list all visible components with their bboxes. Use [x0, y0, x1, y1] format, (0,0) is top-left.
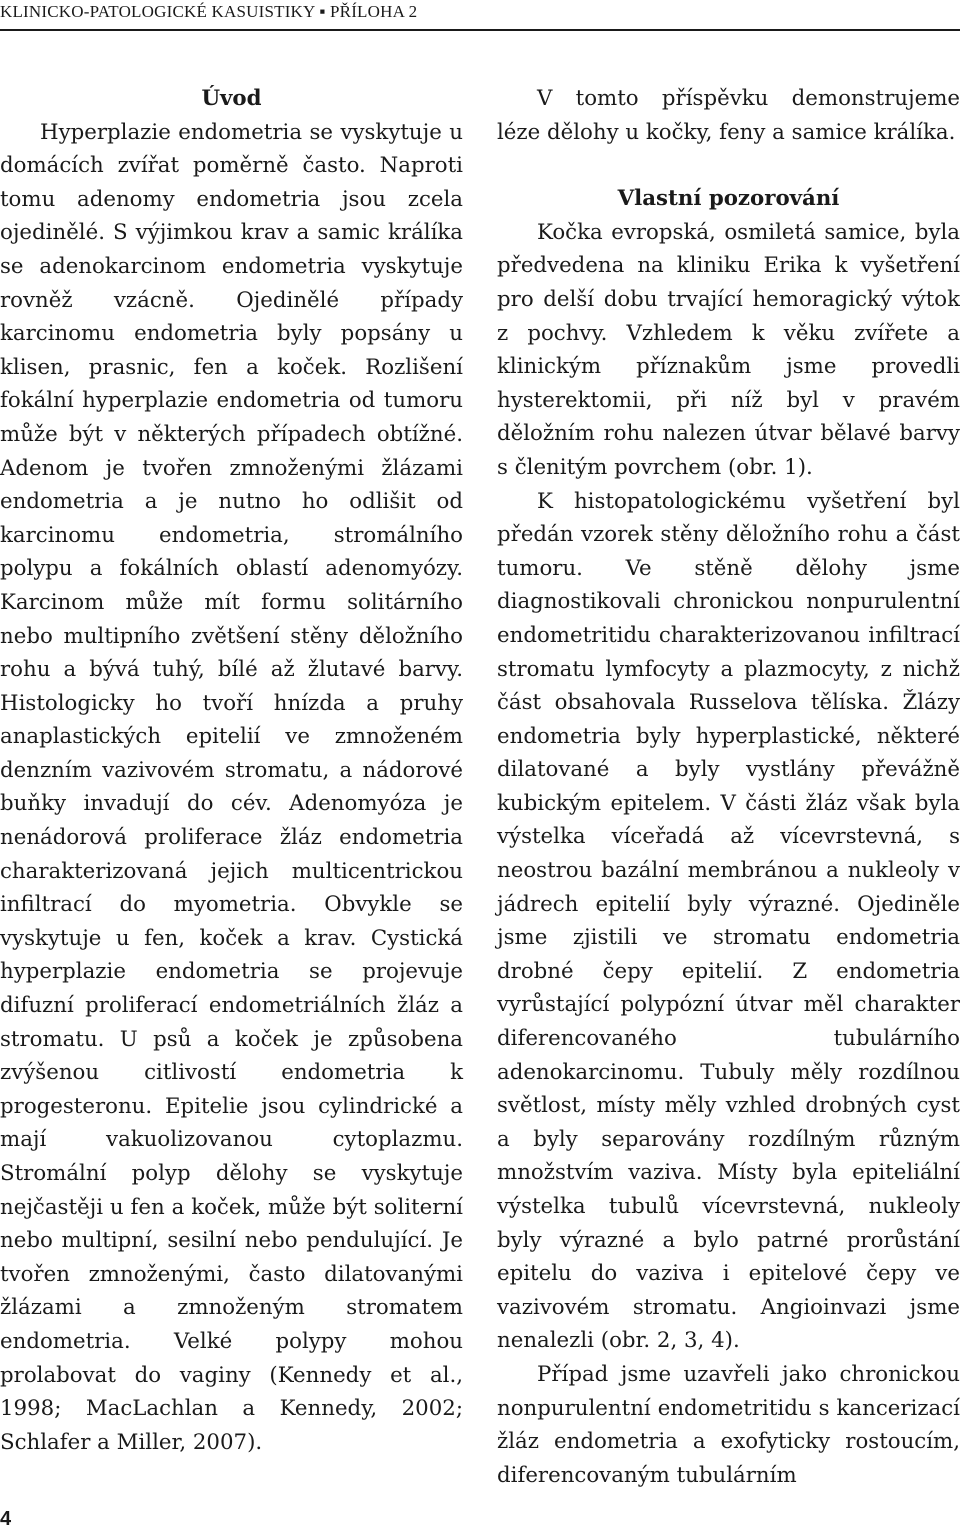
header-rule [0, 29, 960, 31]
section-gap [497, 149, 960, 182]
left-column [0, 82, 463, 1459]
right-column [497, 82, 960, 1492]
running-header: KLINICKO-PATOLOGICKÉ KASUISTIKY ▪ PŘÍLOHA 2 [0, 2, 418, 21]
case-paragraph-1: Kočka evropská, osmiletá samice, byla předvedena na kliniku Erika k vyšetření pro delší dobu trvající hemoragický výtok z pochvy. Vzhledem k věku zvířete a klinickým příznakům jsme provedli hysterektomii, při níž byl v pravém děložním rohu nalezen útvar bělavé barvy s členitým povrchem (obr. 1). [497, 219, 960, 480]
page-number: 4 [0, 1508, 12, 1530]
case-paragraph-3: Případ jsme uzavřeli jako chronickou nonpurulentní endometritidu s kancerizací žláz endometria a exofyticky rostoucím, diferencovaným tubulárním [497, 1361, 960, 1488]
section-heading-uvod: Úvod [201, 86, 262, 111]
section-heading-vlastni-pozorovani: Vlastní pozorování [617, 186, 840, 212]
case-paragraph-2: K histopatologickému vyšetření byl předán vzorek stěny děložního rohu a část tumoru. Ve stěně dělohy jsme diagnostikovali chronickou nonpurulentní endometritidu charakterizovanou infiltrací stromatu lymfocyty a plazmocyty, z nichž část obsahovala Russelova tělíska. Žlázy endometria byly hyperplastické, některé dilatované a byly vystlány převážně kubickým epitelem. V části žláz však byla výstelka víceřadá až vícevrstevná, s neostrou bazální membránou a nukleoly v jádrech epitelií byly výrazné. Ojediněle jsme zjistili ve stromatu endometria drobné čepy epitelií. Z endometria vyrůstající polypózní útvar měl charakter diferencovaného tubulárního adenokarcinomu. Tubuly měly rozdílnou světlost, místy měly vzhled drobných cyst a byly separovány rozdílným různým množstvím vaziva. Místy byla epiteliální výstelka tubulů vícevrstevná, nukleoly byly výrazné a bylo patrné prorůstání epitelu do vaziva i epitelové čepy ve vazivovém stromatu. Angioinvazi jsme nenalezli (obr. 2, 3, 4). [497, 488, 960, 1354]
intro-paragraph: Hyperplazie endometria se vyskytuje u domácích zvířat poměrně často. Naproti tomu adenomy endometria jsou zcela ojedinělé. S výjimkou krav a samic králíka se adenokarcinom endometria vyskytuje rovněž vzácně. Ojedinělé případy karcinomu endometria byly popsány u klisen, prasnic, fen a koček. Rozlišení fokální hyperplazie endometria od tumoru může být v některých případech obtížné. Adenom je tvořen zmnoženými žlázami endometria a je nutno ho odlišit od karcinomu endometria, stromálního polypu a fokálních oblastí adenomyózy. Karcinom může mít formu solitárního nebo multipního zvětšení stěny děložního rohu a bývá tuhý, bílé až žlutavé barvy. Histologicky ho tvoří hnízda a pruhy anaplastických epitelií ve zmnoženém denzním vazivovém stromatu, a nádorové buňky invadují do cév. Adenomyóza je nenádorová proliferace žláz endometria charakterizovaná jejich multicentrickou infiltrací do myometria. Obvykle se vyskytuje u fen, koček a krav. Cystická hyperplazie endometria se projevuje difuzní proliferací endometriálních žláz a stromatu. U psů a koček je způsobena zvýšenou citlivostí endometria k progesteronu. Epitelie jsou cylindrické a mají vakuolizovanou cytoplazmu. Stromální polyp dělohy se vyskytuje nejčastěji u fen a koček, může být soliterní nebo multipní, sesilní nebo pendulující. Je tvořen zmnoženými, často dilatovanými žlázami a zmnoženým stromatem endometria. Velké polypy mohou prolabovat do vaginy (Kennedy et al., 1998; MacLachlan a Kennedy, 2002; Schlafer a Miller, 2007). [0, 119, 463, 1455]
aim-paragraph: V tomto příspěvku demonstrujeme léze dělohy u kočky, feny a samice králíka. [497, 86, 960, 145]
